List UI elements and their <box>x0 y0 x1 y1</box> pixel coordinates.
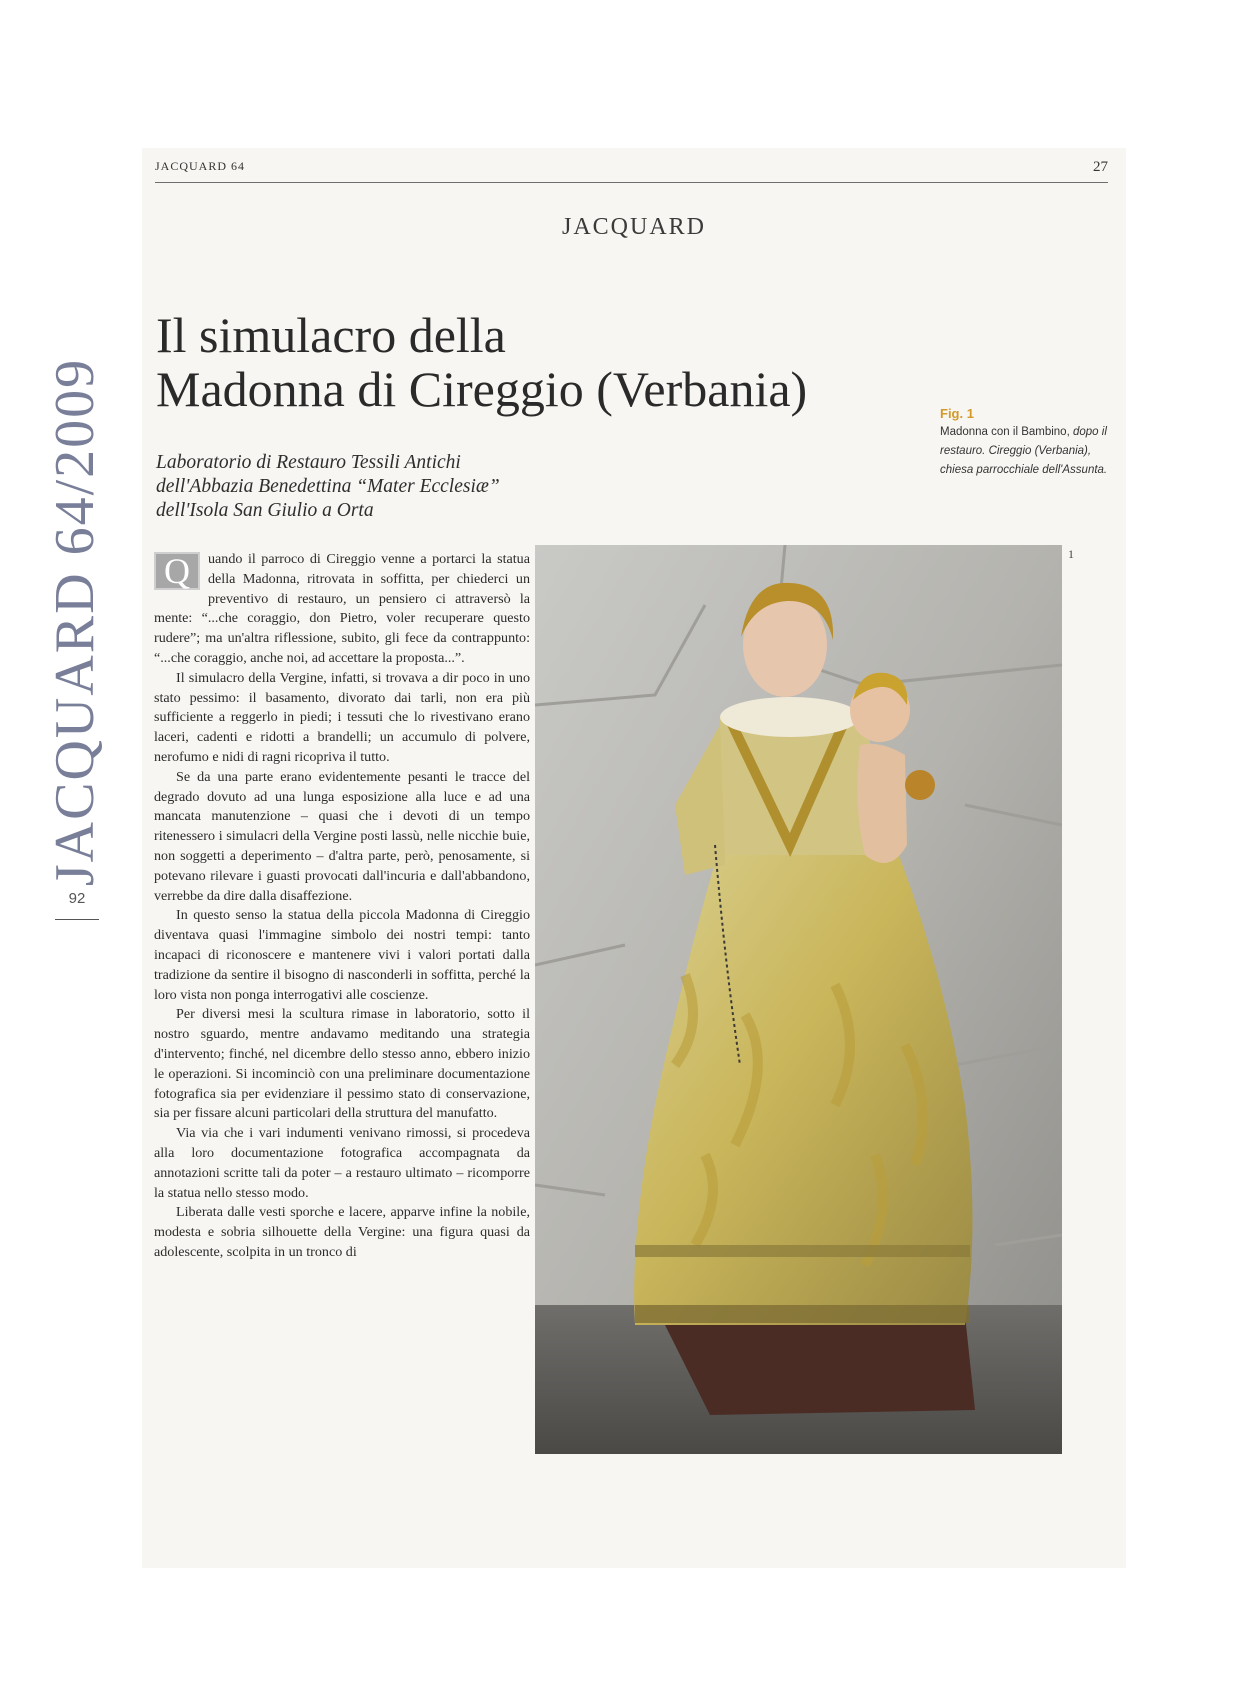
article-body <box>154 550 530 1263</box>
spine-title: JACQUARD 64/2009 <box>44 357 106 887</box>
figure-number: 1 <box>1068 547 1074 561</box>
madonna-statue-photo <box>535 545 1062 1454</box>
spine-title-block <box>44 357 106 887</box>
page-number: 27 <box>1093 159 1108 175</box>
article-title-line-2: Madonna di Cireggio (Verbania) <box>156 361 808 417</box>
author-line: Laboratorio di Restauro Tessili Antichi <box>156 452 461 473</box>
dropcap: Q <box>154 552 200 590</box>
running-head: JACQUARD 64 <box>155 159 246 173</box>
paragraph: Q uando il parroco di Cireggio venne a portarci la statua della Madonna, ritrovata in soffitta, per chiederci un preventivo di restauro, un pensiero ci attraversò la mente: “...che coraggio, don Pietro, voler recuperare questo rudere”; ma un'altra riflessione, subito, gli fece da contrappunto: “...che coraggio, anche noi, ad accettare la proposta...”. <box>154 551 530 666</box>
author-line: dell'Isola San Giulio a Orta <box>156 500 374 521</box>
paragraph: Per diversi mesi la scultura rimase in laboratorio, sotto il nostro sguardo, mentre andavamo meditando una strategia d'intervento; finché, nel dicembre dello stesso anno, ebbero inizio le operazioni. Si incominciò con una preliminare documentazione fotografica sia per evidenziare il pessimo stato di conservazione, sia per fissare alcuni particolari della struttura del manufatto. <box>154 1006 530 1122</box>
header-rule <box>155 182 1108 183</box>
article-authors <box>156 451 716 523</box>
figure-label: Fig. 1 <box>940 406 974 421</box>
paragraph: Via via che i vari indumenti venivano rimossi, si procedeva alla loro documentazione fotografica accompagnata da annotazioni scritte tali da poter – a restauro ultimato – ricomporre la statua nello stesso modo. <box>154 1125 530 1201</box>
author-line: dell'Abbazia Benedettina “Mater Ecclesiæ” <box>156 476 500 497</box>
magazine-name: JACQUARD <box>561 214 706 240</box>
spine-rule <box>55 919 99 920</box>
spine-page-number: 92 <box>68 890 86 907</box>
caption-italic-text: dopo il restauro. Cireggio (Verbania), chiesa parrocchiale dell'Assunta. <box>940 426 1108 476</box>
paragraph: Se da una parte erano evidentemente pesanti le tracce del degrado dovuto ad una lunga esposizione alla luce e ad una mancata manutenzione – quasi che i devoti di un tempo ritenessero i simulacri della Vergine posti lassù, nelle nicchie buie, non soggetti a deperimento – d'altra parte, però, penosamente, si potevano rilevare i guasti provocati dall'incuria e dall'abbandono, verrebbe da dire dalla disaffezione. <box>154 768 530 904</box>
figure-caption <box>940 404 1115 480</box>
magazine-page <box>142 148 1126 1568</box>
paragraph: Liberata dalle vesti sporche e lacere, apparve infine la nobile, modesta e sobria silhouette della Vergine: una figura quasi da adolescente, scolpita in un tronco di <box>154 1204 530 1260</box>
caption-text: Madonna con il Bambino, <box>940 426 1070 438</box>
paragraph: In questo senso la statua della piccola Madonna di Cireggio diventava quasi l'immagine simbolo dei nostri tempi: tanto incapaci di riconoscere e mantenere vivi i valori portati dalla tradizione da sentire il bisogno di nasconderli in soffitta, perché la loro vista non ponga interrogativi alle coscienze. <box>154 907 530 1003</box>
paragraph: Il simulacro della Vergine, infatti, si trovava a dir poco in uno stato pessimo: il basamento, divorato dai tarli, non era più sufficiente a reggerlo in piedi; i tessuti che lo rivestivano erano laceri, cadenti e ridotti a brandelli; un accumulo di polvere, nerofumo e nidi di ragni ricopriva il tutto. <box>154 669 530 765</box>
article-title-line-1: Il simulacro della <box>156 307 506 363</box>
